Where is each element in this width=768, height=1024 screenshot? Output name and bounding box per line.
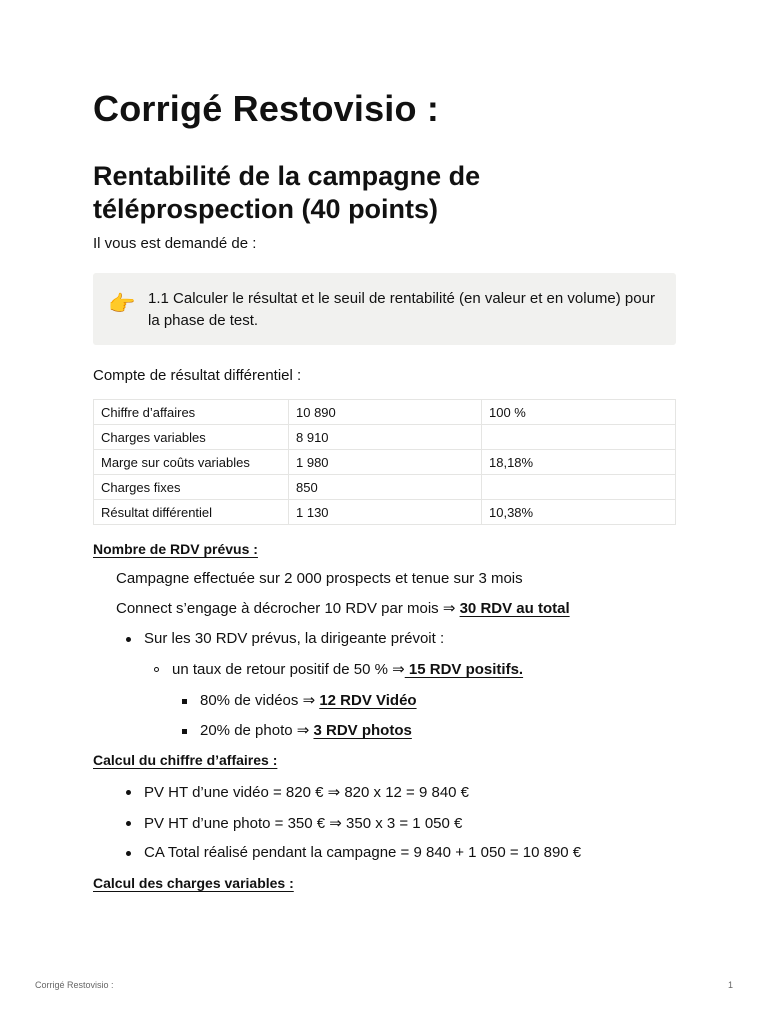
bullet-square-icon (182, 729, 187, 734)
list-item (172, 660, 523, 678)
bullet-disc-icon (126, 637, 131, 642)
list-item (200, 691, 417, 709)
table-cell-label: Marge sur coûts variables (94, 450, 289, 475)
table-row (94, 475, 676, 500)
pointing-hand-icon: 👉 (108, 291, 136, 316)
callout-box (93, 273, 676, 345)
table-row (94, 425, 676, 450)
list-item: CA Total réalisé pendant la campagne = 9 840 + 1 050 = 10 890 € (144, 844, 582, 861)
table-cell-pct: 100 % (482, 400, 676, 425)
section-title: Rentabilité de la campagne de téléprospection (40 points) (93, 161, 481, 224)
bullet-disc-icon (126, 821, 131, 826)
list-item: PV HT d’une photo = 350 € ⇒ 350 x 3 = 1 050 € (144, 815, 463, 832)
list-item-bold: 12 RDV Vidéo (319, 692, 417, 709)
bullet-disc-icon (126, 851, 131, 856)
table-cell-pct: 10,38% (482, 500, 676, 525)
callout-text: 1.1 Calculer le résultat et le seuil de rentabilité (en valeur et en volume) pour la phase de test. (148, 290, 655, 329)
table-cell-label: Charges variables (94, 425, 289, 450)
table-cell-value: 8 910 (289, 425, 482, 450)
heading-ca: Calcul du chiffre d’affaires : (93, 752, 278, 768)
table-cell-pct: 18,18% (482, 450, 676, 475)
paragraph-campaign: Campagne effectuée sur 2 000 prospects et tenue sur 3 mois (116, 570, 523, 587)
table-title: Compte de résultat différentiel : (93, 367, 302, 384)
table-cell-value: 1 980 (289, 450, 482, 475)
bullet-circle-icon (154, 667, 159, 672)
table-cell-pct (482, 425, 676, 450)
bullet-disc-icon (126, 790, 131, 795)
table-row (94, 500, 676, 525)
paragraph-connect-bold: 30 RDV au total (459, 600, 570, 617)
list-item: PV HT d’une vidéo = 820 € ⇒ 820 x 12 = 9 840 € (144, 784, 470, 801)
result-table (93, 399, 676, 525)
list-item-text: un taux de retour positif de 50 % ⇒ (172, 661, 405, 678)
page-title: Corrigé Restovisio : (93, 88, 440, 129)
table-cell-pct (482, 475, 676, 500)
list-item: Sur les 30 RDV prévus, la dirigeante prévoit : (144, 630, 445, 647)
table-row (94, 450, 676, 475)
footer-title: Corrigé Restovisio : (35, 980, 114, 990)
list-item-bold: 15 RDV positifs. (404, 661, 524, 678)
table-cell-value: 10 890 (289, 400, 482, 425)
table-cell-value: 1 130 (289, 500, 482, 525)
table-cell-label: Charges fixes (94, 475, 289, 500)
bullet-square-icon (182, 699, 187, 704)
list-item-text: 80% de vidéos ⇒ (200, 692, 320, 709)
heading-rdv: Nombre de RDV prévus : (93, 541, 258, 557)
list-item-bold: 3 RDV photos (313, 722, 412, 739)
list-item (200, 721, 412, 739)
list-item-text: 20% de photo ⇒ (200, 722, 314, 739)
table-cell-label: Chiffre d’affaires (94, 400, 289, 425)
intro-text: Il vous est demandé de : (93, 235, 257, 252)
heading-charges: Calcul des charges variables : (93, 875, 294, 891)
paragraph-connect (116, 599, 570, 617)
table-cell-label: Résultat différentiel (94, 500, 289, 525)
page-number: 1 (728, 980, 734, 990)
table-row (94, 400, 676, 425)
table-cell-value: 850 (289, 475, 482, 500)
paragraph-connect-text: Connect s’engage à décrocher 10 RDV par mois ⇒ (116, 600, 460, 617)
